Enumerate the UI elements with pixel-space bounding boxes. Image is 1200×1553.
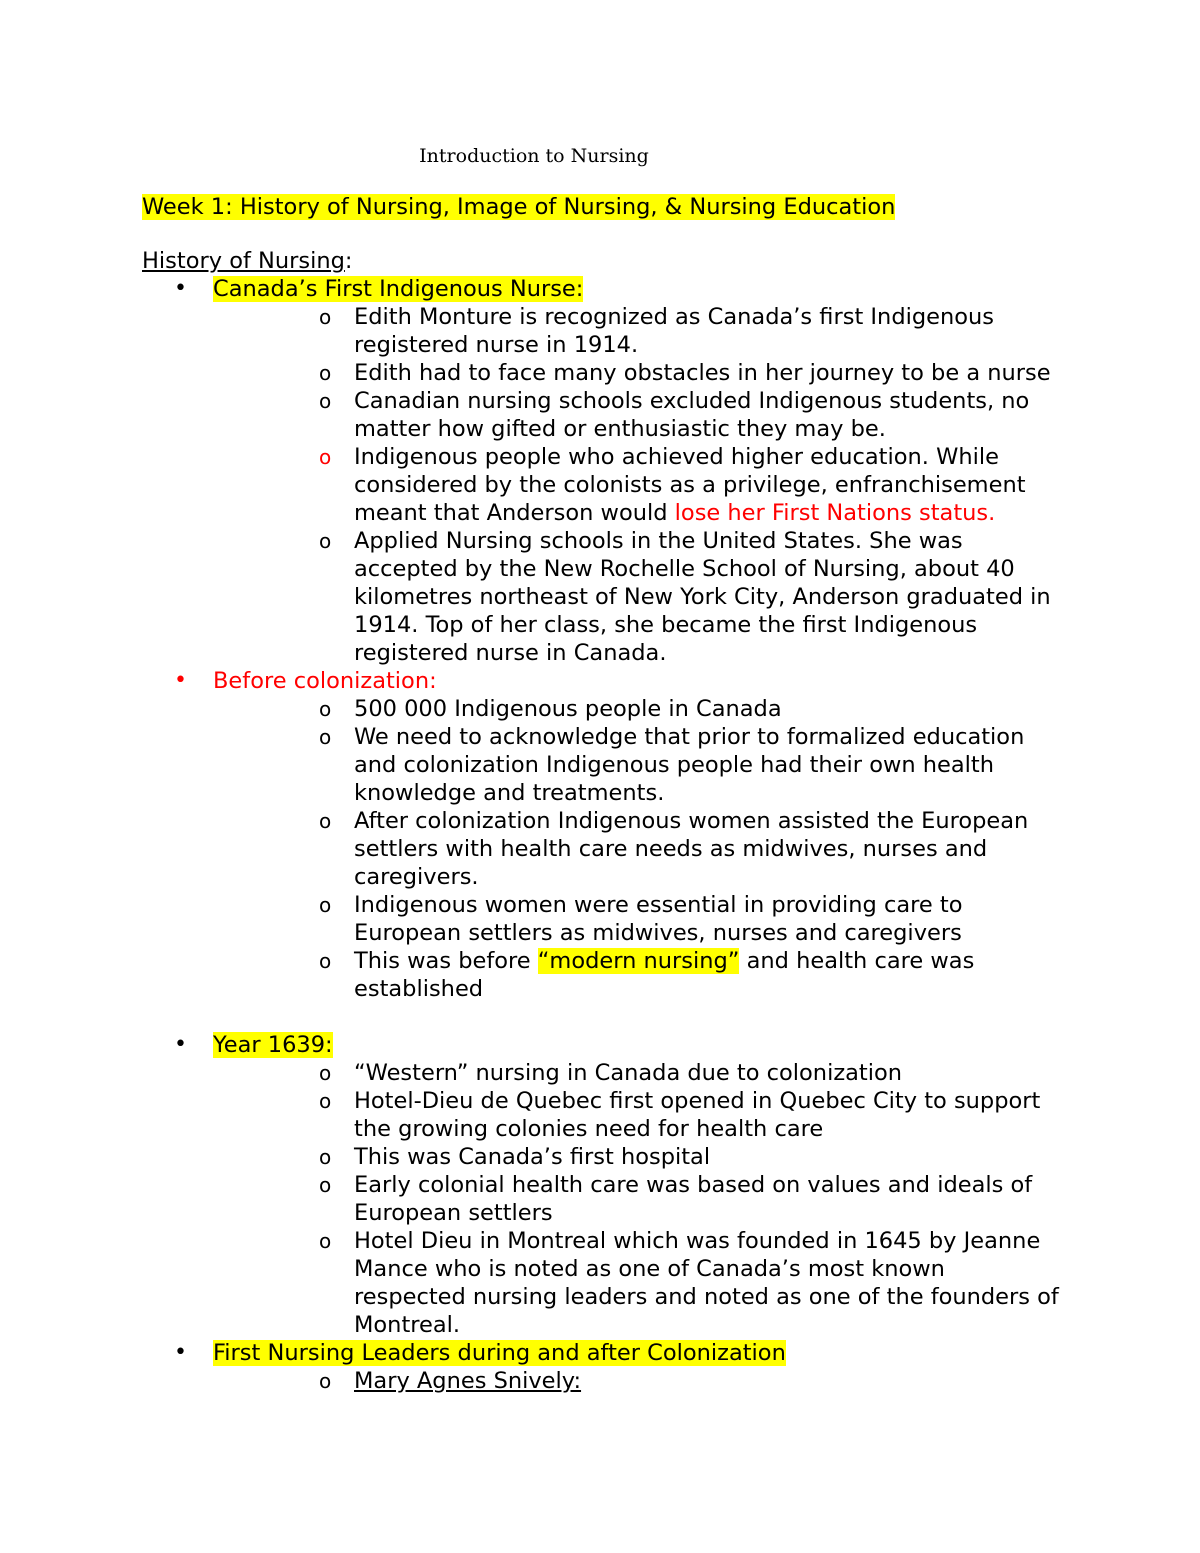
list-item: o This was Canada’s first hospital	[319, 1144, 711, 1170]
list-item: o Indigenous women were essential in providing care to European settlers as midwives, nurses and caregivers	[319, 892, 963, 946]
list-item	[142, 1339, 1062, 1395]
topic-heading: Before colonization:	[213, 668, 437, 694]
circle-bullet-icon: o	[319, 809, 332, 833]
topic-heading: Canada’s First Indigenous Nurse:	[213, 276, 584, 302]
highlighted-phrase: lose her First Nations status.	[674, 500, 996, 526]
sub-list	[213, 1059, 1062, 1339]
topic-list	[142, 275, 1062, 1395]
sub-list	[213, 1367, 1062, 1395]
document-body	[142, 193, 1062, 1395]
list-item	[142, 275, 1062, 667]
circle-bullet-icon: o	[319, 1145, 332, 1169]
list-item: o Applied Nursing schools in the United States. She was accepted by the New Rochelle School of Nursing, about 40 kilometres northeast of New York City, Anderson graduated in 1914. Top of her class, she became the first Indigenous registered nurse in Canada.	[319, 528, 1051, 666]
sub-list	[213, 303, 1062, 667]
list-item: o Edith Monture is recognized as Canada’s first Indigenous registered nurse in 1914.	[319, 304, 994, 358]
circle-bullet-icon: o	[319, 1369, 332, 1393]
list-item: o 500 000 Indigenous people in Canada	[319, 696, 782, 722]
circle-bullet-icon: o	[319, 697, 332, 721]
circle-bullet-icon: o	[319, 949, 332, 973]
circle-bullet-icon: o	[319, 1061, 332, 1085]
list-item: o “Western” nursing in Canada due to colonization	[319, 1060, 903, 1086]
circle-bullet-icon: o	[319, 1229, 332, 1253]
circle-bullet-icon: o	[319, 361, 332, 385]
circle-bullet-icon: o	[319, 725, 332, 749]
list-item: o Indigenous people who achieved higher education. While considered by the colonists as a privilege, enfranchisement meant that Anderson would lose her First Nations status.	[319, 444, 1026, 526]
circle-bullet-icon: o	[319, 893, 332, 917]
circle-bullet-icon: o	[319, 305, 332, 329]
list-item: o We need to acknowledge that prior to formalized education and colonization Indigenous people had their own health knowledge and treatments.	[319, 724, 1025, 806]
list-item: o Mary Agnes Snively:	[319, 1368, 582, 1394]
bullet-icon: •	[174, 1340, 187, 1365]
circle-bullet-icon: o	[319, 389, 332, 413]
list-item: o Early colonial health care was based on values and ideals of European settlers	[319, 1172, 1033, 1226]
section-heading: History of Nursing:	[142, 248, 353, 274]
document-title: Introduction to Nursing	[419, 145, 649, 167]
list-item: o Hotel Dieu in Montreal which was founded in 1645 by Jeanne Mance who is noted as one of Canada’s most known respected nursing leaders and noted as one of the founders of Montreal.	[319, 1228, 1059, 1338]
list-item	[142, 667, 1062, 1031]
highlighted-phrase: “modern nursing”	[537, 948, 740, 974]
bullet-icon: •	[174, 1032, 187, 1057]
circle-bullet-icon: o	[319, 1089, 332, 1113]
bullet-icon: •	[174, 276, 187, 301]
list-item: o After colonization Indigenous women assisted the European settlers with health care needs as midwives, nurses and caregivers.	[319, 808, 1029, 890]
list-item: o Hotel-Dieu de Quebec first opened in Quebec City to support the growing colonies need for health care	[319, 1088, 1041, 1142]
list-item: o This was before “modern nursing” and health care was established	[319, 948, 975, 1002]
circle-bullet-icon: o	[319, 445, 332, 469]
list-item: o Edith had to face many obstacles in her journey to be a nurse	[319, 360, 1051, 386]
week-heading: Week 1: History of Nursing, Image of Nursing, & Nursing Education	[142, 194, 896, 220]
bullet-icon: •	[174, 668, 187, 693]
sub-list	[213, 695, 1062, 1003]
list-item	[142, 1031, 1062, 1339]
list-item: o Canadian nursing schools excluded Indigenous students, no matter how gifted or enthusiastic they may be.	[319, 388, 1030, 442]
circle-bullet-icon: o	[319, 529, 332, 553]
topic-heading: Year 1639:	[213, 1032, 333, 1058]
topic-heading: First Nursing Leaders during and after Colonization	[213, 1340, 786, 1366]
circle-bullet-icon: o	[319, 1173, 332, 1197]
